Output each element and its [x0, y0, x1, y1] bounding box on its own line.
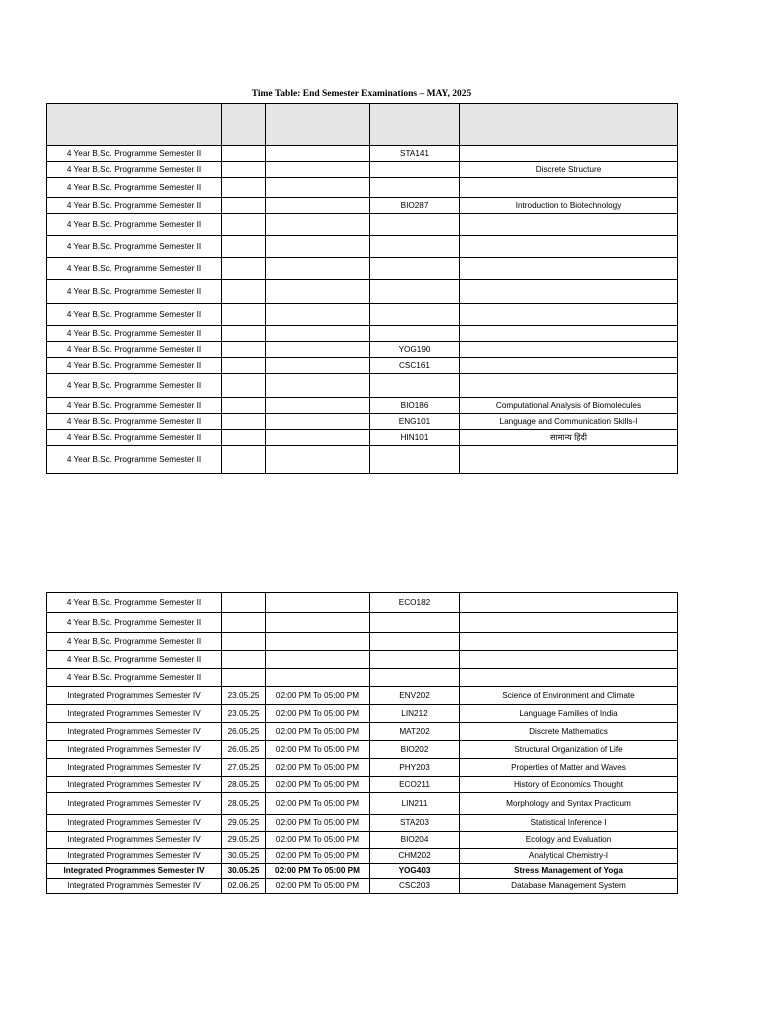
cell-programme: Integrated Programmes Semester IV: [47, 741, 222, 759]
table-row: [47, 705, 678, 723]
cell-code: PHY203: [370, 759, 460, 777]
header-cell-course: [460, 104, 678, 146]
table-row: [47, 198, 678, 214]
cell-course: [460, 214, 678, 236]
cell-programme: Integrated Programmes Semester IV: [47, 815, 222, 832]
cell-programme: Integrated Programmes Semester IV: [47, 864, 222, 879]
cell-course: Ecology and Evaluation: [460, 832, 678, 849]
cell-programme: 4 Year B.Sc. Programme Semester II: [47, 162, 222, 178]
cell-programme: Integrated Programmes Semester IV: [47, 777, 222, 793]
cell-time: [266, 430, 370, 446]
cell-time: [266, 280, 370, 304]
cell-time: [266, 374, 370, 398]
table-row: [47, 342, 678, 358]
cell-course: [460, 178, 678, 198]
cell-date: [222, 669, 266, 687]
table-row: [47, 651, 678, 669]
cell-date: 27.05.25: [222, 759, 266, 777]
table-row: [47, 398, 678, 414]
cell-code: STA203: [370, 815, 460, 832]
cell-code: BIO202: [370, 741, 460, 759]
cell-course: Database Management System: [460, 879, 678, 894]
cell-date: 29.05.25: [222, 815, 266, 832]
cell-course: [460, 374, 678, 398]
cell-course: Analytical Chemistry-I: [460, 849, 678, 864]
cell-code: [370, 613, 460, 633]
table-row: [47, 633, 678, 651]
header-cell-date: [222, 104, 266, 146]
cell-course: Morphology and Syntax Practicum: [460, 793, 678, 815]
cell-date: [222, 342, 266, 358]
cell-time: 02:00 PM To 05:00 PM: [266, 793, 370, 815]
cell-course: [460, 593, 678, 613]
cell-time: [266, 178, 370, 198]
cell-course: [460, 280, 678, 304]
cell-programme: 4 Year B.Sc. Programme Semester II: [47, 669, 222, 687]
cell-course: Introduction to Biotechnology: [460, 198, 678, 214]
table-header-row: [47, 104, 678, 146]
cell-code: [370, 258, 460, 280]
cell-date: 28.05.25: [222, 793, 266, 815]
cell-course: [460, 236, 678, 258]
cell-course: [460, 326, 678, 342]
cell-date: 30.05.25: [222, 849, 266, 864]
cell-programme: Integrated Programmes Semester IV: [47, 849, 222, 864]
cell-programme: Integrated Programmes Semester IV: [47, 879, 222, 894]
table-row: [47, 759, 678, 777]
cell-code: [370, 236, 460, 258]
table-row: [47, 236, 678, 258]
cell-programme: Integrated Programmes Semester IV: [47, 705, 222, 723]
cell-code: ECO211: [370, 777, 460, 793]
cell-course: Language Families of India: [460, 705, 678, 723]
cell-code: BIO204: [370, 832, 460, 849]
table-row: [47, 741, 678, 759]
cell-code: LIN212: [370, 705, 460, 723]
cell-date: [222, 198, 266, 214]
cell-time: 02:00 PM To 05:00 PM: [266, 741, 370, 759]
cell-code: [370, 214, 460, 236]
cell-date: 02.06.25: [222, 879, 266, 894]
cell-course: [460, 651, 678, 669]
cell-programme: 4 Year B.Sc. Programme Semester II: [47, 342, 222, 358]
cell-course: Statistical Inference I: [460, 815, 678, 832]
cell-code: STA141: [370, 146, 460, 162]
cell-time: 02:00 PM To 05:00 PM: [266, 815, 370, 832]
cell-date: 26.05.25: [222, 741, 266, 759]
cell-course: सामान्य हिंदी: [460, 430, 678, 446]
cell-date: [222, 178, 266, 198]
cell-code: CHM202: [370, 849, 460, 864]
cell-course: [460, 146, 678, 162]
cell-time: 02:00 PM To 05:00 PM: [266, 723, 370, 741]
timetable-table-2: [46, 592, 678, 894]
table-row: [47, 723, 678, 741]
cell-course: Science of Environment and Climate: [460, 687, 678, 705]
cell-programme: 4 Year B.Sc. Programme Semester II: [47, 236, 222, 258]
cell-code: [370, 633, 460, 651]
cell-programme: 4 Year B.Sc. Programme Semester II: [47, 651, 222, 669]
cell-code: CSC161: [370, 358, 460, 374]
cell-date: [222, 613, 266, 633]
cell-code: [370, 446, 460, 474]
cell-time: [266, 304, 370, 326]
cell-time: [266, 613, 370, 633]
cell-programme: 4 Year B.Sc. Programme Semester II: [47, 280, 222, 304]
cell-time: [266, 236, 370, 258]
header-cell-time: [266, 104, 370, 146]
cell-course: Computational Analysis of Biomolecules: [460, 398, 678, 414]
cell-programme: 4 Year B.Sc. Programme Semester II: [47, 258, 222, 280]
table-row: [47, 304, 678, 326]
cell-time: [266, 214, 370, 236]
table-row: [47, 162, 678, 178]
cell-code: [370, 651, 460, 669]
cell-course: Stress Management of Yoga: [460, 864, 678, 879]
cell-programme: 4 Year B.Sc. Programme Semester II: [47, 398, 222, 414]
cell-date: 28.05.25: [222, 777, 266, 793]
cell-date: [222, 651, 266, 669]
table-row: [47, 815, 678, 832]
page-title: Time Table: End Semester Examinations – MAY, 2025: [251, 89, 472, 99]
table-row: [47, 669, 678, 687]
cell-programme: 4 Year B.Sc. Programme Semester II: [47, 178, 222, 198]
cell-code: [370, 374, 460, 398]
cell-code: BIO287: [370, 198, 460, 214]
cell-time: [266, 358, 370, 374]
cell-code: [370, 669, 460, 687]
cell-date: [222, 304, 266, 326]
header-cell-programme: [47, 104, 222, 146]
cell-date: [222, 162, 266, 178]
cell-code: [370, 280, 460, 304]
cell-time: [266, 446, 370, 474]
cell-date: [222, 280, 266, 304]
table-row: [47, 146, 678, 162]
table-row: [47, 258, 678, 280]
cell-time: [266, 342, 370, 358]
cell-code: [370, 326, 460, 342]
cell-date: 29.05.25: [222, 832, 266, 849]
cell-time: [266, 258, 370, 280]
table-row: [47, 879, 678, 894]
table-row: [47, 414, 678, 430]
cell-programme: 4 Year B.Sc. Programme Semester II: [47, 326, 222, 342]
timetable-table-1: [46, 103, 678, 474]
cell-course: Structural Organization of Life: [460, 741, 678, 759]
cell-code: ENG101: [370, 414, 460, 430]
cell-time: 02:00 PM To 05:00 PM: [266, 832, 370, 849]
table-row: [47, 358, 678, 374]
cell-date: [222, 414, 266, 430]
cell-programme: 4 Year B.Sc. Programme Semester II: [47, 304, 222, 326]
cell-time: 02:00 PM To 05:00 PM: [266, 864, 370, 879]
cell-time: 02:00 PM To 05:00 PM: [266, 849, 370, 864]
cell-code: CSC203: [370, 879, 460, 894]
cell-code: MAT202: [370, 723, 460, 741]
cell-code: YOG403: [370, 864, 460, 879]
cell-time: [266, 398, 370, 414]
cell-course: [460, 446, 678, 474]
cell-programme: 4 Year B.Sc. Programme Semester II: [47, 633, 222, 651]
cell-date: [222, 214, 266, 236]
table-row: [47, 864, 678, 879]
cell-course: [460, 342, 678, 358]
cell-time: 02:00 PM To 05:00 PM: [266, 687, 370, 705]
cell-time: [266, 146, 370, 162]
cell-date: [222, 398, 266, 414]
cell-time: [266, 198, 370, 214]
cell-date: [222, 633, 266, 651]
cell-course: Discrete Mathematics: [460, 723, 678, 741]
cell-time: [266, 593, 370, 613]
cell-code: [370, 304, 460, 326]
cell-course: [460, 358, 678, 374]
cell-date: [222, 146, 266, 162]
table-row: [47, 178, 678, 198]
cell-date: [222, 446, 266, 474]
cell-date: [222, 358, 266, 374]
cell-programme: 4 Year B.Sc. Programme Semester II: [47, 414, 222, 430]
table-row: [47, 849, 678, 864]
cell-course: Discrete Structure: [460, 162, 678, 178]
cell-time: 02:00 PM To 05:00 PM: [266, 705, 370, 723]
cell-course: [460, 613, 678, 633]
cell-course: [460, 669, 678, 687]
cell-programme: 4 Year B.Sc. Programme Semester II: [47, 214, 222, 236]
cell-course: Language and Communication Skills-I: [460, 414, 678, 430]
cell-programme: 4 Year B.Sc. Programme Semester II: [47, 374, 222, 398]
cell-time: 02:00 PM To 05:00 PM: [266, 879, 370, 894]
table-row: [47, 280, 678, 304]
cell-code: LIN211: [370, 793, 460, 815]
cell-time: [266, 669, 370, 687]
cell-date: [222, 430, 266, 446]
cell-time: [266, 414, 370, 430]
cell-code: YOG190: [370, 342, 460, 358]
table-row: [47, 430, 678, 446]
cell-programme: 4 Year B.Sc. Programme Semester II: [47, 358, 222, 374]
table-row: [47, 214, 678, 236]
cell-course: [460, 633, 678, 651]
table-row: [47, 687, 678, 705]
cell-date: [222, 258, 266, 280]
cell-course: Properties of Matter and Waves: [460, 759, 678, 777]
header-cell-code: [370, 104, 460, 146]
cell-code: [370, 162, 460, 178]
cell-date: 30.05.25: [222, 864, 266, 879]
table-row: [47, 593, 678, 613]
table-row: [47, 793, 678, 815]
cell-programme: 4 Year B.Sc. Programme Semester II: [47, 146, 222, 162]
cell-programme: Integrated Programmes Semester IV: [47, 723, 222, 741]
cell-time: [266, 633, 370, 651]
cell-time: 02:00 PM To 05:00 PM: [266, 777, 370, 793]
cell-course: [460, 304, 678, 326]
table-row: [47, 613, 678, 633]
cell-date: [222, 326, 266, 342]
cell-date: 23.05.25: [222, 687, 266, 705]
cell-date: 26.05.25: [222, 723, 266, 741]
table-row: [47, 374, 678, 398]
cell-programme: Integrated Programmes Semester IV: [47, 759, 222, 777]
cell-programme: 4 Year B.Sc. Programme Semester II: [47, 430, 222, 446]
cell-programme: 4 Year B.Sc. Programme Semester II: [47, 593, 222, 613]
cell-programme: Integrated Programmes Semester IV: [47, 687, 222, 705]
cell-code: ECO182: [370, 593, 460, 613]
cell-time: [266, 162, 370, 178]
cell-code: HIN101: [370, 430, 460, 446]
table-row: [47, 326, 678, 342]
cell-programme: 4 Year B.Sc. Programme Semester II: [47, 446, 222, 474]
table-row: [47, 446, 678, 474]
cell-programme: 4 Year B.Sc. Programme Semester II: [47, 613, 222, 633]
cell-programme: Integrated Programmes Semester IV: [47, 832, 222, 849]
cell-time: [266, 326, 370, 342]
cell-programme: 4 Year B.Sc. Programme Semester II: [47, 198, 222, 214]
cell-code: ENV202: [370, 687, 460, 705]
cell-date: [222, 374, 266, 398]
table-row: [47, 832, 678, 849]
cell-time: [266, 651, 370, 669]
cell-course: [460, 258, 678, 280]
cell-course: History of Economics Thought: [460, 777, 678, 793]
cell-code: [370, 178, 460, 198]
cell-programme: Integrated Programmes Semester IV: [47, 793, 222, 815]
cell-date: [222, 236, 266, 258]
table-row: [47, 777, 678, 793]
cell-date: 23.05.25: [222, 705, 266, 723]
cell-code: BIO186: [370, 398, 460, 414]
cell-date: [222, 593, 266, 613]
cell-time: 02:00 PM To 05:00 PM: [266, 759, 370, 777]
